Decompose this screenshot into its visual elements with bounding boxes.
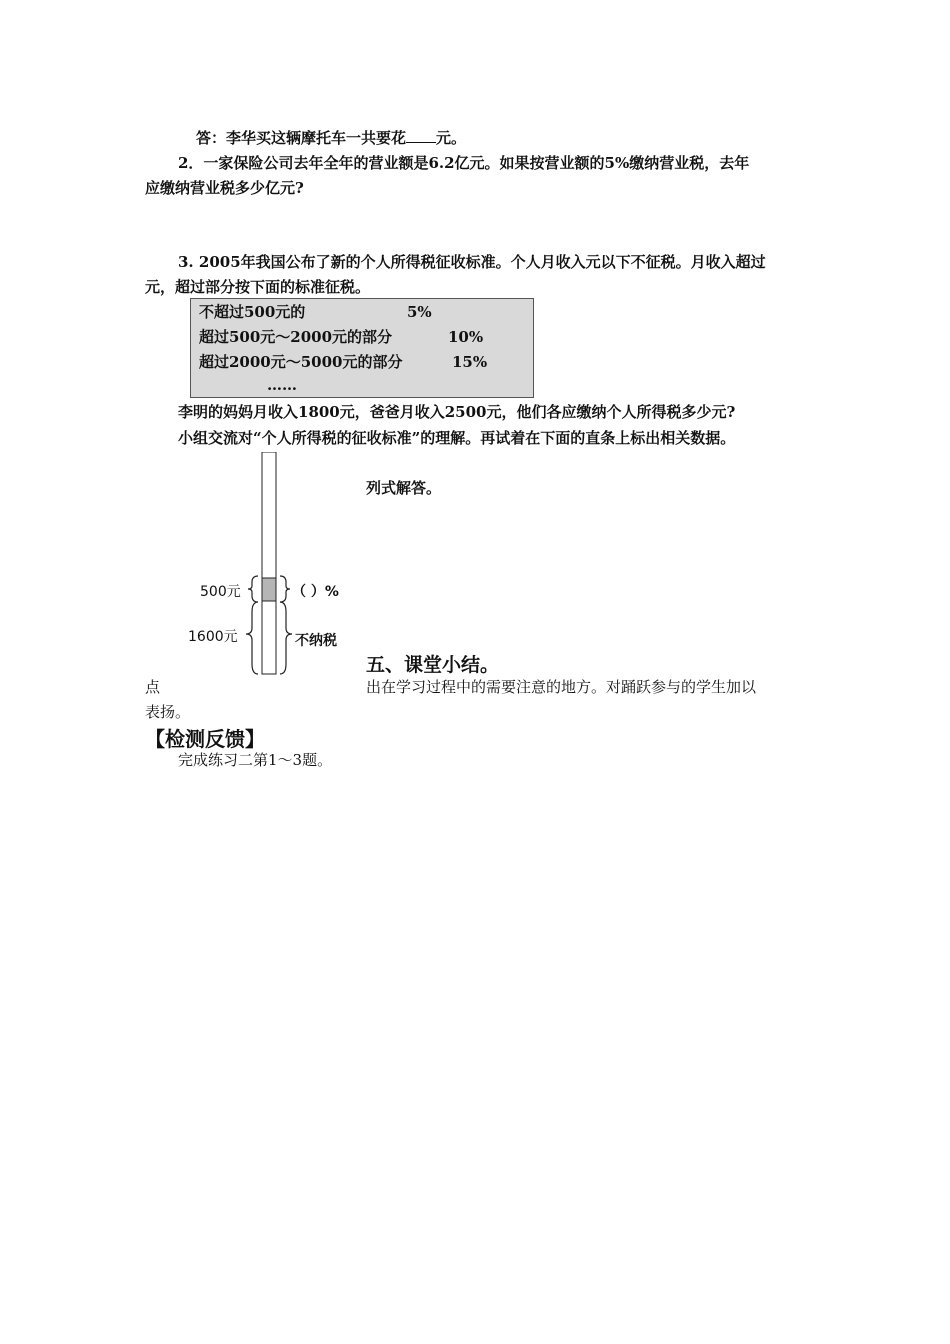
answer-line [196,128,466,148]
feedback-text: 完成练习二第1～3题。 [178,751,333,769]
solve-prompt: 列式解答。 [366,479,442,497]
taxed-segment [262,578,276,601]
question-3-line-2: 元，超过部分按下面的标准征税。 [145,278,371,296]
tax-row-rate: 5% [407,303,432,321]
income-bar [262,452,276,674]
tax-table-ellipsis: …… [267,376,297,394]
section-5-left-char: 点 [145,678,161,696]
section-5-title: 五、课堂小结。 [366,654,500,676]
tax-row-label: 超过500元～2000元的部分 [199,328,393,346]
question-2-line-2: 应缴纳营业税多少亿元? [145,179,304,197]
income-bar-diagram [180,452,360,682]
right-brace-no-tax [280,602,292,674]
left-brace-1600 [246,602,258,674]
answer-suffix: 元。 [436,129,467,147]
question-3-prompt: 李明的妈妈月收入1800元，爸爸月收入2500元，他们各应缴纳个人所得税多少元? [178,403,736,421]
label-1600-yuan: 1600元 [188,629,238,645]
label-500-yuan: 500元 [200,584,241,600]
answer-prefix: 答：李华买这辆摩托车一共要花 [196,129,407,147]
tax-row-rate: 10% [448,328,484,346]
question-2-line-1: 2．一家保险公司去年全年的营业额是6.2亿元。如果按营业额的5%缴纳营业税，去年 [178,154,750,172]
section-5-line-1: 出在学习过程中的需要注意的地方。对踊跃参与的学生加以 [366,678,757,696]
tax-row-label: 超过2000元～5000元的部分 [199,353,403,371]
question-3-line-1: 3. 2005年我国公布了新的个人所得税征收标准。个人月收入元以下不征税。月收入超过 [178,253,766,271]
tax-row-label: 不超过500元的 [199,303,306,321]
tax-row-rate: 15% [452,353,488,371]
answer-blank[interactable] [406,128,436,143]
section-5-line-2: 表扬。 [145,703,191,721]
left-brace-500 [248,576,258,602]
label-percent-blank[interactable]: （ ）% [292,584,339,600]
right-brace-percent [280,576,290,602]
label-no-tax: 不纳税 [295,633,337,649]
tax-rate-table [190,298,534,398]
feedback-title: 【检测反馈】 [145,727,265,751]
question-3-instruction: 小组交流对“个人所得税的征收标准”的理解。再试着在下面的直条上标出相关数据。 [178,429,736,447]
